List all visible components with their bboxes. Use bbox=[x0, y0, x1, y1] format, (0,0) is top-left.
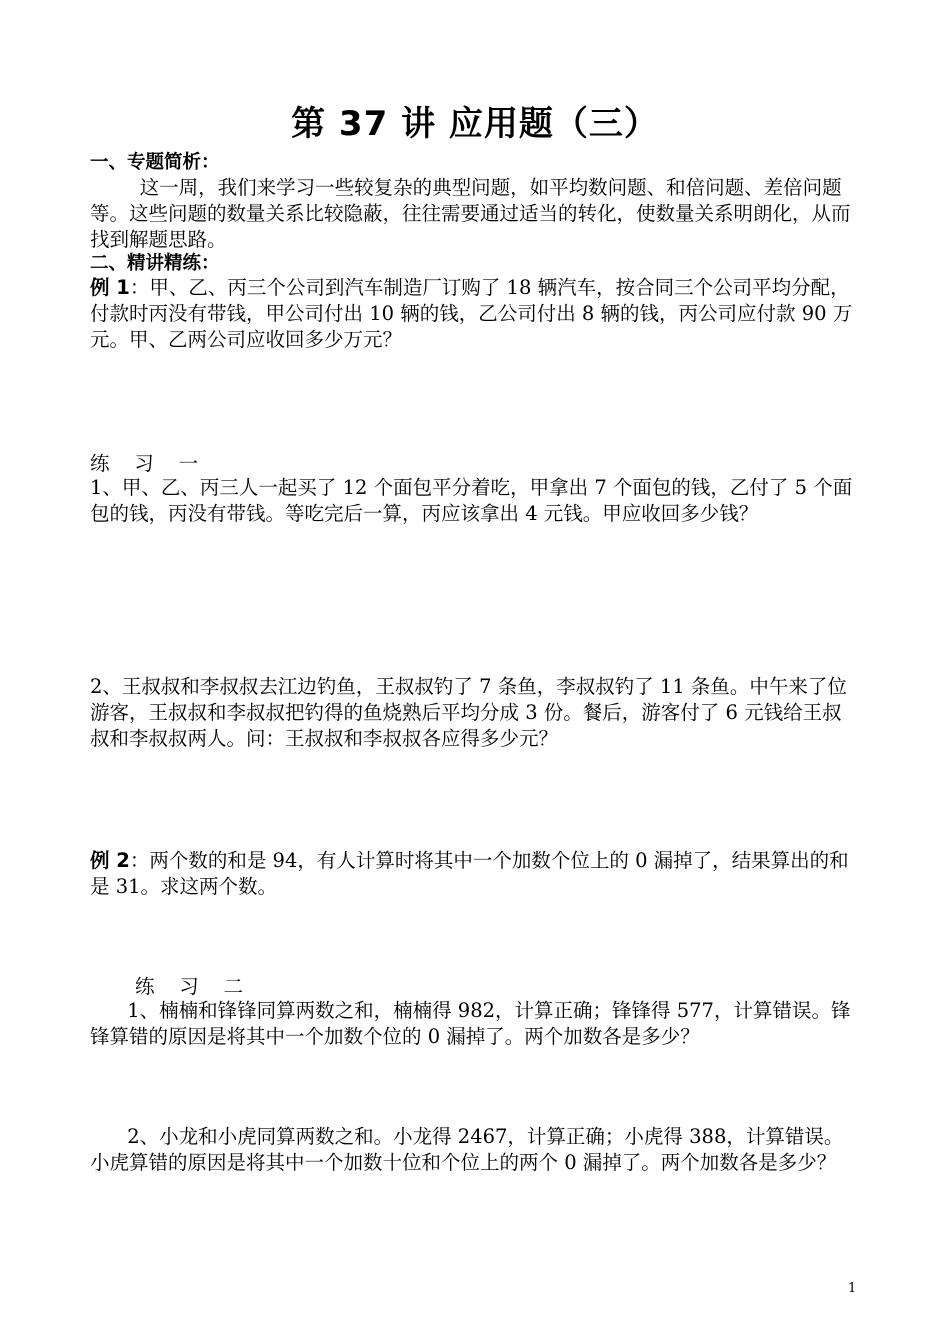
practice1-question1: 1、甲、乙、丙三人一起买了 12 个面包平分着吃，甲拿出 7 个面包的钱，乙付了 5 个面包的钱，丙没有带钱。等吃完后一算，丙应该拿出 4 元钱。甲应收回多少钱？ bbox=[90, 476, 853, 525]
example1-text: ：甲、乙、丙三个公司到汽车制造厂订购了 18 辆汽车，按合同三个公司平均分配，付款时丙没有带钱，甲公司付出 10 辆的钱，乙公司付出 8 辆的钱，丙公司应付款 90 万元。甲、乙两公司应收回多少万元？ bbox=[90, 276, 853, 351]
section1-body: 这一周，我们来学习一些较复杂的典型问题，如平均数问题、和倍问题、差倍问题等。这些问题的数量关系比较隐蔽，往往需要通过适当的转化，使数量关系明朗化，从而找到解题思路。 bbox=[90, 176, 851, 251]
practice2-heading: 练 习 二 bbox=[135, 975, 244, 998]
example2-label: 例 2 bbox=[90, 849, 130, 872]
example1-paragraph bbox=[90, 275, 860, 353]
section1-heading: 一、专题简析： bbox=[90, 152, 220, 173]
practice2-question2: 2、小龙和小虎同算两数之和。小龙得 2467，计算正确；小虎得 388，计算错误。小虎算错的原因是将其中一个加数十位和个位上的两个 0 漏掉了。两个加数各是多少？ bbox=[90, 1125, 844, 1174]
section2-heading: 二、精讲精练： bbox=[90, 253, 220, 274]
example2-text: ：两个数的和是 94，有人计算时将其中一个加数个位上的 0 漏掉了，结果算出的和是 31。求这两个数。 bbox=[90, 849, 849, 898]
practice1-question2: 2、王叔叔和李叔叔去江边钓鱼，王叔叔钓了 7 条鱼，李叔叔钓了 11 条鱼。中午来了位游客，王叔叔和李叔叔把钓得的鱼烧熟后平均分成 3 份。餐后，游客付了 6 元钱给王叔叔和李叔叔两人。问：王叔叔和李叔叔各应得多少元？ bbox=[90, 675, 847, 750]
practice2-question1: 1、楠楠和锋锋同算两数之和，楠楠得 982，计算正确；锋锋得 577，计算错误。锋锋算错的原因是将其中一个加数个位的 0 漏掉了。两个加数各是多少？ bbox=[90, 999, 851, 1048]
practice1-heading: 练 习 一 bbox=[90, 452, 199, 475]
example1-label: 例 1 bbox=[90, 276, 130, 299]
page-number: 1 bbox=[848, 1281, 857, 1296]
page-title: 第 37 讲 应用题（三） bbox=[291, 104, 659, 144]
example2-paragraph bbox=[90, 848, 860, 900]
